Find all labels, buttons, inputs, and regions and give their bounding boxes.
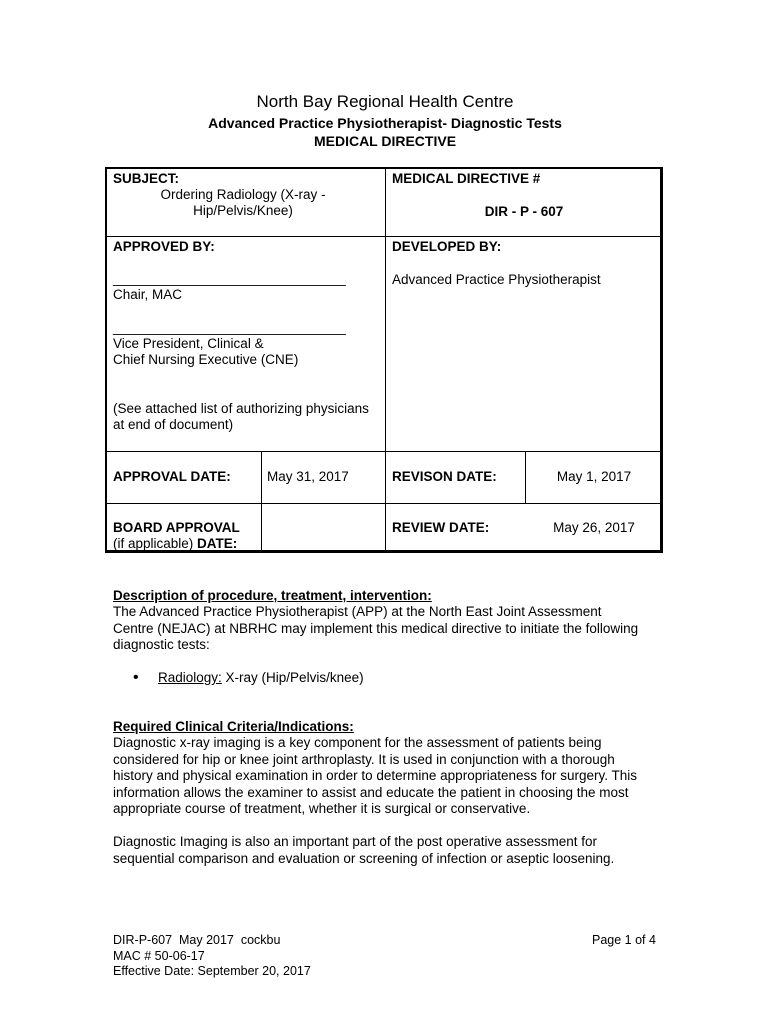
document-title: Advanced Practice Physiotherapist- Diagnostic Tests [208, 115, 562, 131]
table-row-line-3 [107, 503, 662, 504]
description-line: The Advanced Practice Physiotherapist (APP) at the North East Joint Assessment [113, 604, 602, 619]
description-paragraph [113, 604, 638, 654]
criteria-line: Diagnostic x-ray imaging is a key component for the assessment of patients being [113, 735, 602, 750]
bullet-dot: • [133, 669, 139, 686]
bullet-glyph [133, 669, 139, 687]
description-heading: Description of procedure, treatment, intervention: [113, 588, 432, 603]
criteria-line: history and physical examination in order to determine appropriateness for surgery. This [113, 768, 638, 783]
criteria-line: information allows the examiner to assist and educate the patient in choosing the most [113, 784, 629, 800]
developed-by-value: Advanced Practice Physiotherapist [392, 272, 601, 287]
review-date-value: May 26, 2017 [553, 520, 635, 535]
board-approval-label: BOARD APPROVAL [113, 520, 240, 535]
vp-line-1: Vice President, Clinical & [113, 336, 264, 351]
directive-label: MEDICAL DIRECTIVE # [392, 171, 541, 186]
approval-date-label: APPROVAL DATE: [113, 469, 231, 484]
footer-line-2: MAC # 50-06-17 [113, 948, 205, 963]
table-divider-main [385, 169, 386, 553]
revision-date-value: May 1, 2017 [556, 469, 632, 484]
criteria-heading: Required Clinical Criteria/Indications: [113, 719, 354, 734]
revision-date-label: REVISON DATE: [392, 469, 497, 484]
board-approval-sub-normal: (if applicable) [113, 536, 198, 551]
see-attached-line-2: at end of document) [113, 417, 234, 432]
criteria-line: Diagnostic Imaging is also an important part of the post operative assessment for [113, 834, 597, 849]
developed-by-label: DEVELOPED BY: [392, 239, 502, 254]
see-attached-line-1: (See attached list of authorizing physicians [113, 401, 369, 416]
bullet-text: X-ray (Hip/Pelvis/knee) [221, 670, 364, 685]
signature-line-vp: _______________________________ [113, 320, 346, 335]
board-approval-sub-bold: DATE: [197, 536, 238, 551]
approval-date-value: May 31, 2017 [267, 469, 349, 484]
subject-line-1: Ordering Radiology (X-ray - [160, 187, 326, 202]
description-line: Centre (NEJAC) at NBRHC may implement this medical directive to initiate the following [113, 620, 639, 636]
table-row-line-2 [107, 451, 662, 452]
board-approval-sub [113, 536, 237, 552]
table-row-line-1 [107, 236, 662, 237]
directive-table [105, 167, 663, 553]
description-line: diagnostic tests: [113, 637, 210, 652]
table-divider-left [261, 451, 262, 553]
footer-line-1: DIR-P-607 May 2017 cockbu [113, 933, 281, 947]
subject-line-2: Hip/Pelvis/Knee) [193, 203, 293, 218]
criteria-paragraph-2 [113, 834, 614, 867]
approved-by-label: APPROVED BY: [113, 239, 215, 254]
bullet-label: Radiology: [158, 670, 222, 685]
directive-number: DIR - P - 607 [484, 204, 564, 219]
bullet-item-radiology [158, 670, 364, 685]
vp-line-2: Chief Nursing Executive (CNE) [113, 352, 299, 367]
criteria-line: considered for hip or knee joint arthroplasty. It is used in conjunction with a thorough [113, 751, 615, 767]
organization-name: North Bay Regional Health Centre [256, 92, 514, 111]
criteria-line: sequential comparison and evaluation or screening of infection or aseptic loosening. [113, 850, 615, 866]
subject-label: SUBJECT: [113, 171, 180, 186]
page-number: Page 1 of 4 [592, 933, 656, 947]
footer-info [113, 933, 311, 980]
footer-line-3: Effective Date: September 20, 2017 [113, 964, 311, 978]
review-date-label: REVIEW DATE: [392, 520, 490, 535]
criteria-line: appropriate course of treatment, whether it is surgical or conservative. [113, 801, 531, 816]
criteria-paragraph-1 [113, 735, 637, 818]
chair-mac: Chair, MAC [113, 287, 183, 302]
signature-line-chair: _______________________________ [113, 271, 346, 286]
document-type: MEDICAL DIRECTIVE [313, 133, 457, 149]
